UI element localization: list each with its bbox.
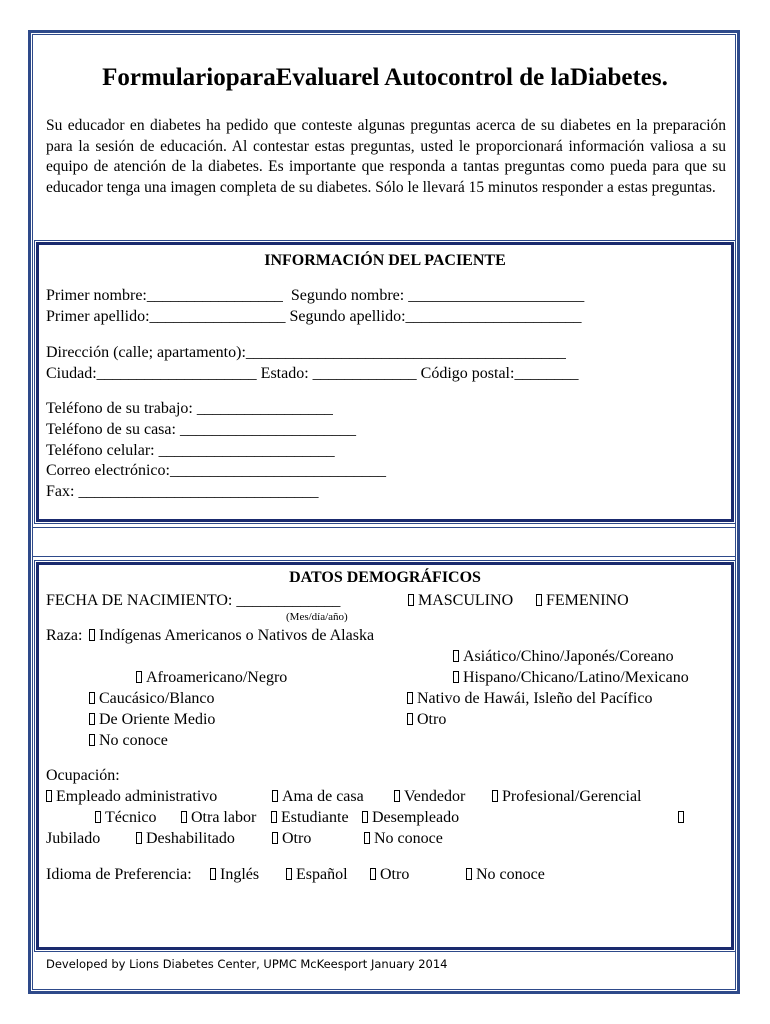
lang-english-label: Inglés xyxy=(220,866,260,883)
name-first-middle-line[interactable]: Primer nombre:_________________ Segundo nombre: ______________________ xyxy=(46,287,585,304)
checkbox-icon[interactable] xyxy=(453,650,459,662)
race-other-option[interactable] xyxy=(407,710,446,730)
section-divider xyxy=(33,527,735,557)
checkbox-icon[interactable] xyxy=(407,713,413,725)
occ-sales-option[interactable] xyxy=(394,787,465,807)
occ-other-option[interactable] xyxy=(272,829,311,849)
occ-unemployed-option[interactable] xyxy=(362,808,459,828)
checkbox-icon[interactable] xyxy=(272,832,278,844)
occ-professional-label: Profesional/Gerencial xyxy=(502,788,642,805)
race-unknown-option[interactable] xyxy=(89,731,168,751)
occ-student-label: Estudiante xyxy=(281,809,349,826)
checkbox-icon[interactable] xyxy=(370,868,376,880)
language-label: Idioma de Preferencia: xyxy=(46,866,192,883)
checkbox-icon[interactable] xyxy=(46,790,52,802)
race-african-american-option[interactable] xyxy=(136,668,287,688)
form-title: FormularioparaEvaluarel Autocontrol de laDiabetes. xyxy=(102,64,668,91)
lang-spanish-label: Español xyxy=(296,866,348,883)
checkbox-icon[interactable] xyxy=(89,629,95,641)
checkbox-icon[interactable] xyxy=(136,832,142,844)
race-label: Raza: xyxy=(46,627,83,644)
cell-phone-line[interactable]: Teléfono celular: ______________________ xyxy=(46,442,335,459)
checkbox-icon[interactable] xyxy=(286,868,292,880)
home-phone-line[interactable]: Teléfono de su casa: ______________________ xyxy=(46,421,356,438)
dob-field[interactable]: FECHA DE NACIMIENTO: _____________ xyxy=(46,592,341,609)
checkbox-icon[interactable] xyxy=(210,868,216,880)
lang-unknown-option[interactable] xyxy=(466,865,545,885)
checkbox-icon[interactable] xyxy=(89,734,95,746)
patient-info-heading: INFORMACIÓN DEL PACIENTE xyxy=(264,252,506,269)
race-other-label: Otro xyxy=(417,711,447,728)
occ-professional-option[interactable] xyxy=(492,787,642,807)
footer-credit: Developed by Lions Diabetes Center, UPMC McKeesport January 2014 xyxy=(46,957,448,971)
checkbox-icon[interactable] xyxy=(95,811,101,823)
race-asian-label: Asiático/Chino/Japonés/Coreano xyxy=(463,648,674,665)
sex-female-label: FEMENINO xyxy=(546,592,629,609)
checkbox-icon[interactable] xyxy=(408,594,414,606)
intro-paragraph: Su educador en diabetes ha pedido que conteste algunas preguntas acerca de su diabetes en la preparación para la sesión de educación. Al contestar estas preguntas, usted le proporcionará información valiosa a su equipo de atención de la diabetes. Es importante que responda a tantas preguntas como pueda para que su educador tenga una imagen completa de su diabetes. Sólo le llevará 15 minutos responder a estas preguntas. xyxy=(46,117,726,196)
race-hawaiian-option[interactable] xyxy=(407,689,652,709)
sex-male-option[interactable] xyxy=(408,591,513,611)
occ-other-label: Otro xyxy=(282,830,312,847)
race-hispanic-option[interactable] xyxy=(453,668,689,688)
race-caucasian-option[interactable] xyxy=(89,689,215,709)
occ-retired-label: Jubilado xyxy=(46,830,101,847)
demographics-section xyxy=(36,562,734,950)
occ-admin-option[interactable] xyxy=(46,787,217,807)
checkbox-icon[interactable] xyxy=(492,790,498,802)
occ-retired-checkbox[interactable] xyxy=(678,808,688,828)
sex-male-label: MASCULINO xyxy=(418,592,514,609)
race-hawaiian-label: Nativo de Hawái, Isleño del Pacífico xyxy=(417,690,653,707)
occ-unknown-label: No conoce xyxy=(374,830,443,847)
checkbox-icon[interactable] xyxy=(89,713,95,725)
checkbox-icon[interactable] xyxy=(394,790,400,802)
race-african-american-label: Afroamericano/Negro xyxy=(146,669,288,686)
checkbox-icon[interactable] xyxy=(364,832,370,844)
race-native-american-label: Indígenas Americanos o Nativos de Alaska xyxy=(99,627,375,644)
occ-technical-label: Técnico xyxy=(105,809,157,826)
occ-student-option[interactable] xyxy=(271,808,349,828)
fax-line[interactable]: Fax: ______________________________ xyxy=(46,483,319,500)
occ-homemaker-option[interactable] xyxy=(272,787,364,807)
demographics-heading: DATOS DEMOGRÁFICOS xyxy=(289,569,481,586)
occ-other-labor-option[interactable] xyxy=(181,808,256,828)
checkbox-icon[interactable] xyxy=(407,692,413,704)
work-phone-line[interactable]: Teléfono de su trabajo: _________________ xyxy=(46,400,333,417)
city-state-zip-line[interactable]: Ciudad:____________________ Estado: _____________ Código postal:________ xyxy=(46,365,579,382)
email-line[interactable]: Correo electrónico:___________________________ xyxy=(46,462,386,479)
occ-disabled-option[interactable] xyxy=(136,829,235,849)
name-last-line[interactable]: Primer apellido:_________________ Segundo apellido:______________________ xyxy=(46,308,582,325)
checkbox-icon[interactable] xyxy=(466,868,472,880)
lang-spanish-option[interactable] xyxy=(286,865,348,885)
checkbox-icon[interactable] xyxy=(272,790,278,802)
race-middle-east-label: De Oriente Medio xyxy=(99,711,216,728)
occ-unemployed-label: Desempleado xyxy=(372,809,460,826)
occ-disabled-label: Deshabilitado xyxy=(146,830,235,847)
checkbox-icon[interactable] xyxy=(678,811,684,823)
race-caucasian-label: Caucásico/Blanco xyxy=(99,690,215,707)
occupation-label: Ocupación: xyxy=(46,767,120,784)
sex-female-option[interactable] xyxy=(536,591,629,611)
lang-english-option[interactable] xyxy=(210,865,259,885)
lang-unknown-label: No conoce xyxy=(476,866,545,883)
lang-other-label: Otro xyxy=(380,866,410,883)
race-asian-option[interactable] xyxy=(453,647,674,667)
checkbox-icon[interactable] xyxy=(536,594,542,606)
occ-unknown-option[interactable] xyxy=(364,829,443,849)
checkbox-icon[interactable] xyxy=(362,811,368,823)
race-middle-east-option[interactable] xyxy=(89,710,215,730)
race-unknown-label: No conoce xyxy=(99,732,168,749)
address-line[interactable]: Dirección (calle; apartamento):________________________________________ xyxy=(46,344,566,361)
occ-homemaker-label: Ama de casa xyxy=(282,788,364,805)
checkbox-icon[interactable] xyxy=(136,671,142,683)
dob-hint: (Mes/día/año) xyxy=(286,611,348,623)
occ-other-labor-label: Otra labor xyxy=(191,809,257,826)
occ-sales-label: Vendedor xyxy=(404,788,466,805)
occ-admin-label: Empleado administrativo xyxy=(56,788,218,805)
race-native-american-option[interactable] xyxy=(89,626,374,646)
occ-technical-option[interactable] xyxy=(95,808,157,828)
race-hispanic-label: Hispano/Chicano/Latino/Mexicano xyxy=(463,669,689,686)
checkbox-icon[interactable] xyxy=(181,811,187,823)
lang-other-option[interactable] xyxy=(370,865,409,885)
checkbox-icon[interactable] xyxy=(271,811,277,823)
checkbox-icon[interactable] xyxy=(453,671,459,683)
checkbox-icon[interactable] xyxy=(89,692,95,704)
